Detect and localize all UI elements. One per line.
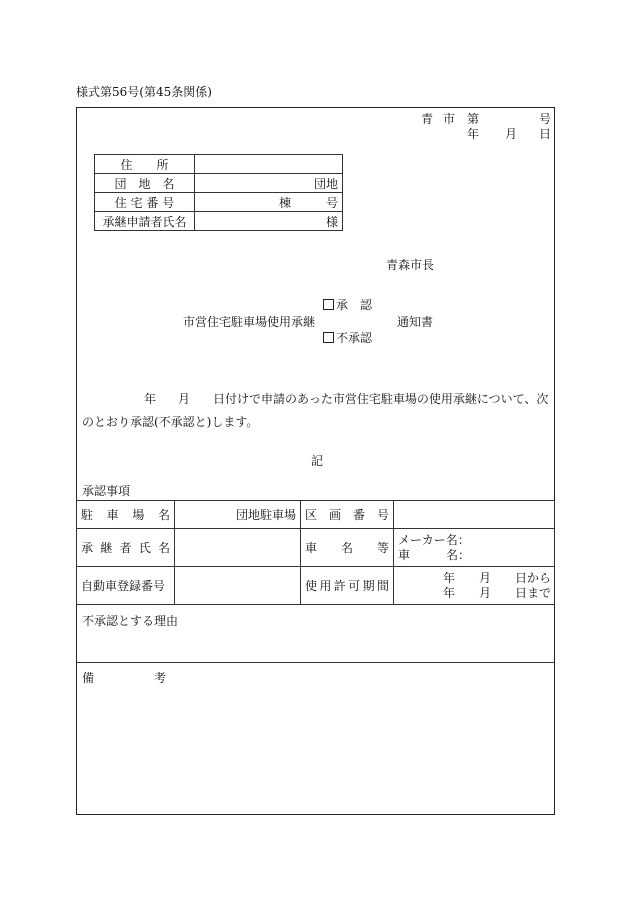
period-from-year: 年 <box>442 570 455 585</box>
vehicle-label-cell <box>301 529 394 567</box>
successor-value[interactable] <box>175 529 301 567</box>
vehicle-label: 車 名 等 <box>305 541 390 555</box>
remarks-label: 備 考 <box>82 671 167 685</box>
date-year: 年 <box>467 127 480 141</box>
car-label: 車 名： <box>398 547 471 562</box>
approve-label: 承 認 <box>336 298 373 312</box>
danchi-suffix: 団地 <box>313 176 338 191</box>
house-label: 住 宅 番 号 <box>95 193 195 212</box>
house-value[interactable] <box>195 193 343 212</box>
period-to: 日まで <box>514 585 551 600</box>
ki-heading: 記 <box>311 454 324 468</box>
lot-label: 区 画 番 号 <box>305 508 390 522</box>
danchi-value[interactable] <box>195 174 343 193</box>
body-line1: 日付けで申請のあった市営住宅駐車場の使用承継について、次 <box>213 392 549 406</box>
maker-label: メーカー名： <box>398 532 470 547</box>
option-approve[interactable] <box>323 296 372 313</box>
period-value[interactable] <box>394 567 555 605</box>
lot-label-cell <box>301 501 394 529</box>
name-suffix: 様 <box>325 214 338 229</box>
reject-label: 不承認 <box>336 331 373 345</box>
parking-label-cell <box>77 501 175 529</box>
body-line2: のとおり承認(不承認と)します。 <box>82 415 259 429</box>
registration-label-cell <box>77 567 175 605</box>
date-month: 月 <box>505 127 518 141</box>
option-reject[interactable] <box>323 329 372 346</box>
parking-value[interactable]: 団地駐車場 <box>175 501 301 529</box>
approve-checkbox[interactable] <box>323 299 334 310</box>
registration-value[interactable] <box>175 567 301 605</box>
house-suffix: 号 <box>325 195 338 210</box>
reason-divider <box>76 662 555 663</box>
period-label: 使 用 許 可 期 間 <box>305 579 389 593</box>
reject-checkbox[interactable] <box>323 332 334 343</box>
form-caption: 様式第56号(第45条関係) <box>76 85 212 99</box>
ref-prefix: 青 <box>421 112 434 126</box>
vehicle-value[interactable] <box>394 529 555 567</box>
successor-label-cell <box>77 529 175 567</box>
date-day: 日 <box>539 127 552 141</box>
title-prefix: 市営住宅駐車場使用承継 <box>183 315 316 329</box>
ref-go: 号 <box>539 112 552 126</box>
house-mid: 棟 <box>278 195 291 210</box>
title-suffix: 通知書 <box>397 315 434 329</box>
period-to-year: 年 <box>442 585 455 600</box>
body-month: 月 <box>178 392 191 406</box>
name-label: 承継申請者氏名 <box>95 212 195 231</box>
ref-dai: 第 <box>467 112 480 126</box>
period-from-month: 月 <box>478 570 491 585</box>
address-label: 住 所 <box>95 155 195 174</box>
address-value[interactable] <box>195 155 343 174</box>
body-year: 年 <box>144 392 157 406</box>
period-from: 日から <box>514 570 551 585</box>
period-to-month: 月 <box>478 585 491 600</box>
name-value[interactable] <box>195 212 343 231</box>
issuer: 青森市長 <box>386 258 435 272</box>
ref-city: 市 <box>443 112 456 126</box>
period-label-cell <box>301 567 394 605</box>
successor-label: 承 継 者 氏 名 <box>81 541 170 555</box>
lot-value[interactable] <box>394 501 555 529</box>
parking-label: 駐 車 場 名 <box>81 508 170 522</box>
registration-label: 自動車登録番号 <box>81 579 166 593</box>
danchi-label: 団 地 名 <box>95 174 195 193</box>
details-table <box>76 500 555 605</box>
addressee-table <box>94 154 343 231</box>
reject-reason-label: 不承認とする理由 <box>82 614 179 628</box>
section-label: 承認事項 <box>82 484 131 498</box>
